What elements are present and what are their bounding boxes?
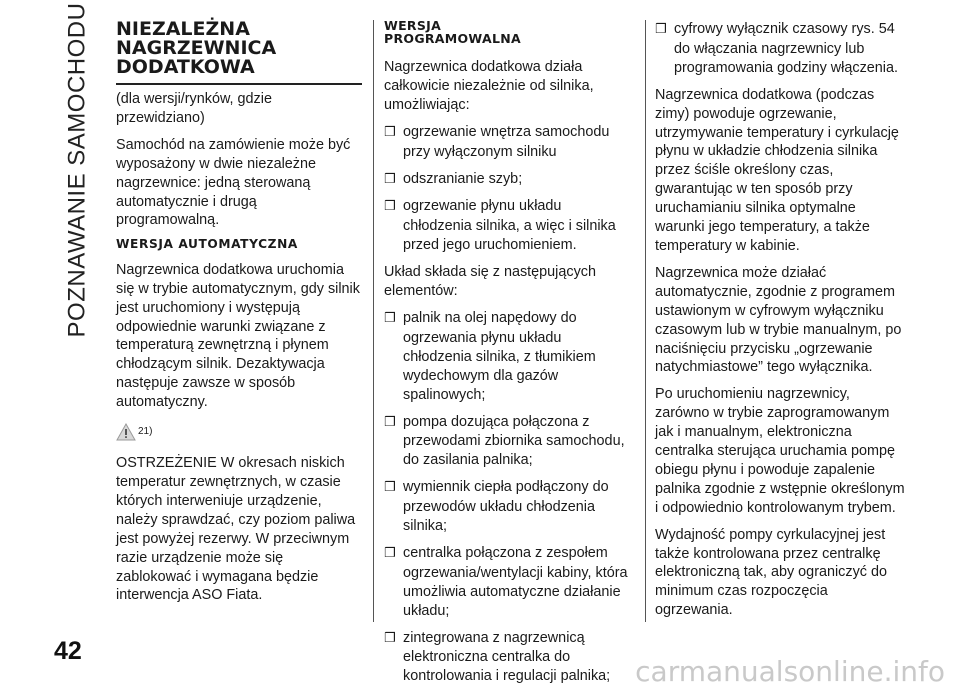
column-divider: [373, 20, 374, 622]
checkbox-bullet-icon: ❒: [384, 124, 396, 140]
list-item-text: centralka połączona z zespołem ogrzewania/wentylacji kabiny, która umożliwia automatyczne działanie układu;: [403, 544, 628, 619]
column-1: [116, 20, 362, 613]
heading-rule: [116, 83, 362, 85]
intro-paragraph: Nagrzewnica dodatkowa działa całkowicie niezależnie od silnika, umożliwiając:: [384, 59, 594, 113]
list-item-text: zintegrowana z nagrzewnicą elektroniczna centralka do kontrolowania i regulacji palnika;: [403, 629, 611, 685]
warning-ref-number: 21): [138, 425, 153, 437]
automatic-version-text: Nagrzewnica dodatkowa uruchomia się w trybie automatycznym, gdy silnik jest uruchomiony i występują odpowiednie warunki związane z temperaturą zewnętrzną i płynem chłodzącym silnik. Dezaktywacja następuje zawsze w sposób automatyczny.: [116, 261, 360, 411]
column-3: [655, 20, 905, 628]
heading-line: NIEZALEŻNA: [116, 18, 250, 40]
list-item: [384, 309, 634, 405]
list-item-text: ogrzewanie płynu układu chłodzenia silnika, a więc i silnika przed jego uruchomieniem.: [403, 198, 616, 254]
list-item-text: pompa dozująca połączona z przewodami zbiornika samochodu, do zasilania palnika;: [403, 413, 625, 469]
subtitle: (dla wersji/rynków, gdzie przewidziano): [116, 91, 272, 126]
section-heading: [116, 20, 362, 77]
heading-line: PROGRAMOWALNA: [384, 30, 521, 46]
checkbox-bullet-icon: ❒: [384, 171, 396, 187]
checkbox-bullet-icon: ❒: [384, 310, 396, 326]
checkbox-bullet-icon: ❒: [384, 545, 396, 561]
automatic-version-heading: WERSJA AUTOMATYCZNA: [116, 237, 298, 252]
body-paragraph: Po uruchomieniu nagrzewnicy, zarówno w trybie zaprogramowanym jak i manualnym, elektroniczna centralka sterująca uruchamia pompę obiegu płynu i powoduje zapalenie palnika zgodnie z wstępnie określonym i odpowiednio kontrolowanym trybem.: [655, 386, 905, 516]
list-item: [384, 478, 634, 536]
warning-reference: [116, 420, 362, 444]
list-item: [384, 123, 634, 162]
heading-line: DODATKOWA: [116, 56, 255, 78]
checkbox-bullet-icon: ❒: [384, 480, 396, 496]
intro-paragraph: Samochód na zamówienie może być wyposażony w dwie niezależne nagrzewnice: jedną sterowaną automatycznie i drugą programowalną.: [116, 136, 351, 229]
list-item: [384, 629, 634, 687]
list-item-text: wymiennik ciepła podłączony do przewodów układu chłodzenia silnika;: [403, 479, 609, 535]
programmable-version-heading: [384, 20, 634, 45]
warning-note: OSTRZEŻENIE W okresach niskich temperatur zewnętrznych, w czasie których interweniuje urządzenie, należy sprawdzać, czy poziom paliwa jest powyżej rezerwy. W przeciwnym razie urządzenie może się zablokować i wymagana będzie interwencja ASO Fiata.: [116, 455, 356, 604]
list-item-text: cyfrowy wyłącznik czasowy rys. 54 do włączania nagrzewnicy lub programowania godziny włączenia.: [674, 21, 898, 76]
components-intro: Układ składa się z następujących elementów:: [384, 264, 596, 300]
list-item: [384, 170, 634, 190]
watermark: carmanualsonline.info: [635, 655, 945, 688]
list-item: [384, 197, 634, 255]
list-item: [655, 20, 905, 78]
checkbox-bullet-icon: ❒: [384, 199, 396, 215]
list-item: [384, 544, 634, 621]
column-divider: [645, 20, 646, 622]
section-side-label-text: POZNAWANIE SAMOCHODU: [63, 2, 90, 338]
body-paragraph: Nagrzewnica dodatkowa (podczas zimy) powoduje ogrzewanie, utrzymywanie temperatury i cyrkulację płynu w układzie chłodzenia silnika przez ściśle określony czas, gwarantując w ten sposób przy uruchamianiu silnika optymalne warunki jego temperatury, a także temperatury w kabinie.: [655, 86, 899, 254]
list-item: [384, 413, 634, 471]
body-paragraph: Wydajność pompy cyrkulacyjnej jest także kontrolowana przez centralkę elektroniczną tak, aby ograniczyć do minimum czas rozpoczęcia ogrzewania.: [655, 526, 887, 619]
list-item-text: palnik na olej napędowy do ogrzewania płynu układu chłodzenia silnika, z tłumikiem wydechowym dla gazów spalinowych;: [403, 309, 596, 403]
checkbox-bullet-icon: ❒: [384, 414, 396, 430]
column-2: [384, 20, 634, 694]
body-paragraph: Nagrzewnica może działać automatycznie, zgodnie z programem ustawionym w cyfrowym wyłączniku czasowym lub w trybie manualnym, po naciśnięciu przycisku „ogrzewanie natychmiastowe” tego wyłącznika.: [655, 264, 902, 376]
heading-line: NAGRZEWNICA: [116, 37, 277, 59]
warning-triangle-icon: [116, 423, 136, 441]
section-side-label: [58, 2, 96, 338]
checkbox-bullet-icon: ❒: [384, 630, 396, 646]
list-item-text: ogrzewanie wnętrza samochodu przy wyłączonym silniku: [403, 123, 610, 160]
list-item-text: odszranianie szyb;: [403, 170, 523, 187]
checkbox-bullet-icon: ❒: [655, 22, 667, 37]
heading-line: WERSJA: [384, 18, 442, 33]
page-number: 42: [54, 637, 82, 665]
